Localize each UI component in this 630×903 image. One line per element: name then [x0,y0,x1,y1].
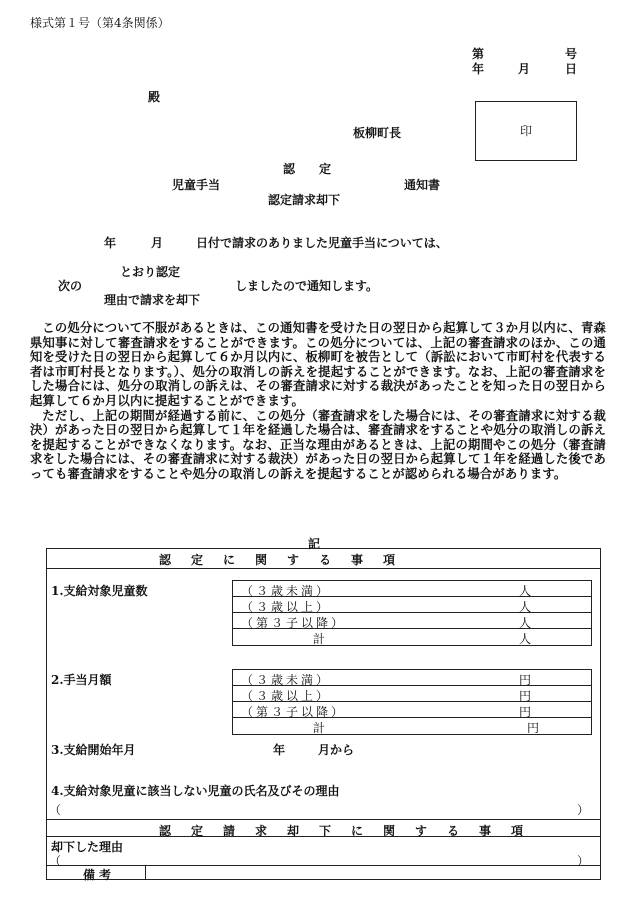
lead-text: 日付で請求のありました児童手当については、 [196,236,448,250]
amount-row-under3: （３歳未満） 円 [233,670,591,686]
children-count-label: 1.支給対象児童数 [51,584,148,598]
children-row-under3: （３歳未満） 人 [233,581,591,597]
notice-body [30,321,606,482]
paragraph-deadline: ただし、上記の期間が経過する前に、この処分（審査請求をした場合には、その審査請求に対する裁決）があった日の翌日から起算して１年を経過した場合は、審査請求をすることや処分の取消しの訴えを提起することができなくなります。なお、正当な理由があるときは、上記の期間やこの処分（審査請求をした場合には、その審査請求に対する裁決）があった日の翌日から起算して１年を経過した後であっても審査請求をすることや処分の取消しの訴えを提起することが認められる場合があります。 [30,407,606,481]
title-child-allowance: 児童手当 [172,178,221,192]
amount-row-third: （第３子以降） 円 [233,702,591,718]
start-year: 年 [273,743,286,757]
result-option-approve: とおり認定 [120,265,181,279]
doc-number-go: 号 [565,47,578,61]
date-month: 月 [518,62,531,76]
date-year: 年 [472,62,485,76]
rejection-reason-label: 却下した理由 [51,840,124,854]
ki-label: 記 [308,537,321,551]
title-notice: 通知書 [404,178,441,192]
date-day: 日 [565,62,578,76]
exclusion-label: 4.支給対象児童に該当しない児童の氏名及びその理由 [51,784,340,798]
lead-year: 年 [104,236,117,250]
amount-row-over3: （３歳以上） 円 [233,686,591,702]
result-option-reject: 理由で請求を却下 [104,293,201,307]
title-approval: 認 定 [283,162,338,176]
rejection-paren-close: ） [577,854,590,868]
title-rejection: 認定請求却下 [268,193,341,207]
section2-header: 認定請求却下に関する事項 [159,824,544,838]
amount-row-total: 計 円 [313,721,539,735]
start-month-label: 3.支給開始年月 [51,743,136,757]
doc-number-dai: 第 [472,47,485,61]
monthly-amount-label: 2.手当月額 [51,673,112,687]
children-row-total: 計 人 [313,632,531,646]
rejection-paren-open: （ [49,854,62,868]
monthly-amount-table [232,669,592,735]
children-count-table [232,580,592,646]
lead-month: 月 [151,236,164,250]
seal-box [475,101,577,161]
addressee: 殿 [148,90,161,104]
exclusion-paren-open: （ [49,803,62,817]
paragraph-appeal: この処分について不服があるときは、この通知書を受けた日の翌日から起算して３か月以内に、青森県知事に対して審査請求をすることができます。この処分については、上記の審査請求のほか、この通知を受けた日の翌日から起算して６か月以内に、板柳町を被告として（訴訟において市町村を代表する者は市町村長となります。）、処分の取消しの訴えを提起することができます。なお、上記の審査請求をした場合には、処分の取消しの訴えは、その審査請求に対する裁決があったことを知った日の翌日から起算して６か月以内に提起することができます。 [30,320,606,408]
details-table [46,548,601,880]
result-prefix: 次の [58,279,83,293]
children-row-over3: （３歳以上） 人 [233,597,591,613]
form-id: 様式第１号（第4条関係） [30,16,170,30]
remarks-label: 備考 [83,868,116,882]
result-suffix: しましたので通知します。 [235,279,379,293]
children-row-third: （第３子以降） 人 [233,613,591,629]
start-month: 月から [318,743,355,757]
section1-header: 認定に関する事項 [159,553,416,567]
exclusion-paren-close: ） [577,803,590,817]
issuer: 板柳町長 [353,126,402,140]
seal-label: 印 [519,124,532,138]
